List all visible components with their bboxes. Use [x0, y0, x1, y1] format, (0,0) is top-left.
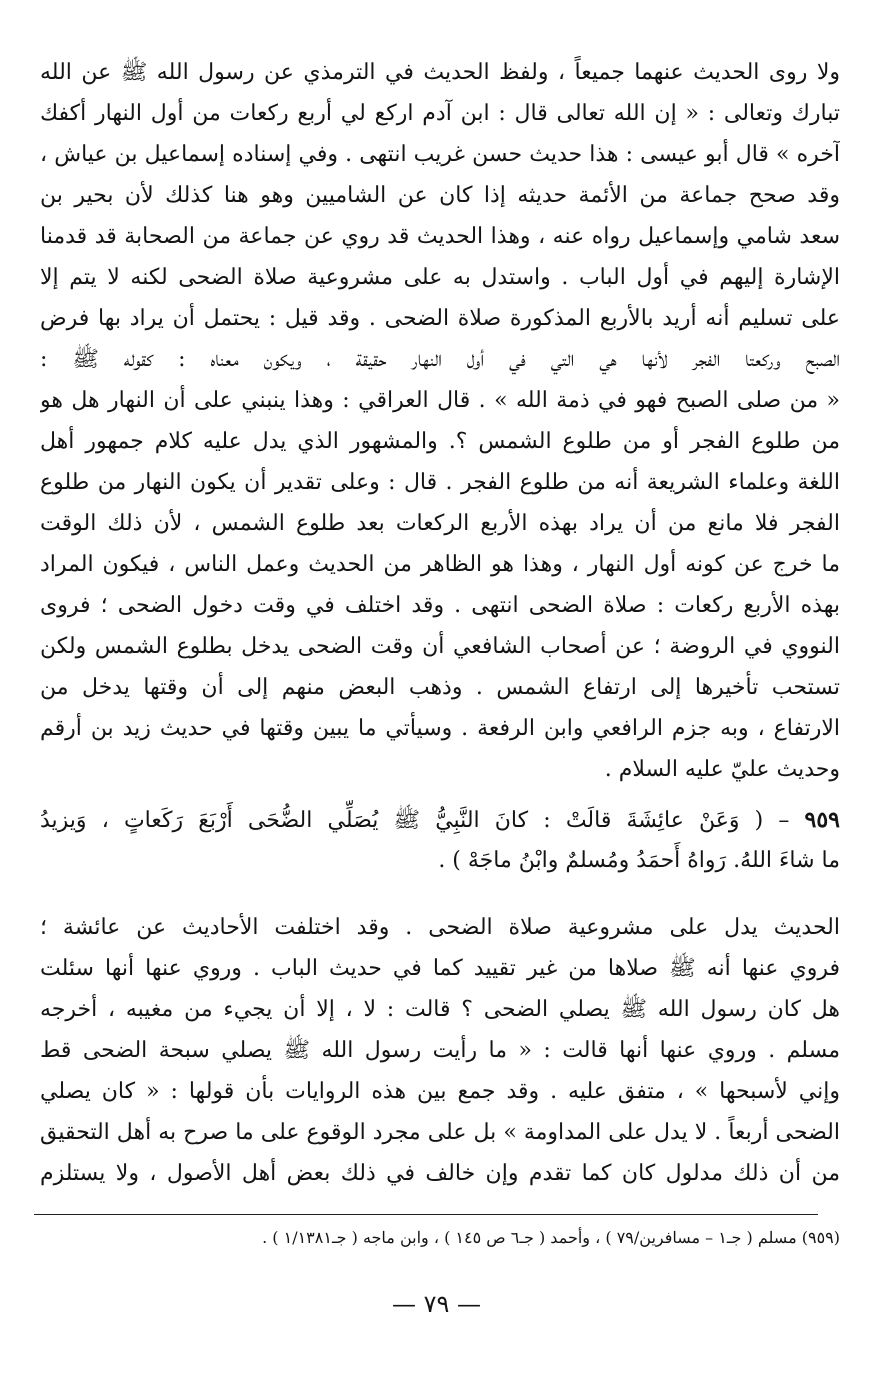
page-body [40, 52, 840, 1194]
text-line: آخره » قال أبو عيسى : هذا حديث حسن غريب انتهى . وفي إسناده إسماعيل بن عياش ، [40, 142, 840, 167]
footnote: (٩٥٩) مسلم ( جـ١ – مسافرين/٧٩ ) ، وأحمد ( جـ٦ ص ١٤٥ ) ، وابن ماجه ( جـ١/١٣٨١ ) . [262, 1228, 840, 1247]
text-line: الحديث يدل على مشروعية صلاة الضحى . وقد اختلفت الأحاديث عن عائشة ؛ [40, 915, 840, 940]
text-line: مسلم . وروي عنها أنها قالت : « ما رأيت رسول الله ﷺ يصلي سبحة الضحى قط [40, 1038, 840, 1063]
text-line: الصبح وركعتا الفجر لأنها هي التي في أول النهار حقيقة ، ويكون معناه : كقوله ﷺ : [40, 347, 840, 372]
page-number: — ٧٩ — [391, 1290, 482, 1318]
text-line: سعد شامي وإسماعيل رواه عنه ، وهذا الحديث قد روي عن جماعة من الصحابة قد قدمنا [40, 224, 840, 249]
commentary-paragraph [40, 907, 840, 1194]
text-line: وإني لأسبحها » ، متفق عليه . وقد جمع بين هذه الروايات بأن قولها : « كان يصلي [40, 1079, 840, 1104]
hadith-line-2: ما شاءَ اللهُ. رَواهُ أَحمَدُ ومُسلمٌ وابْنُ ماجَهْ ) . [438, 848, 840, 873]
hadith-text: – ( وَعَنْ عائِشَةَ قالَتْ : كانَ النَّبِيُّ ﷺ يُصَلِّي الضُّحَى أَرْبَعَ رَكَعاتٍ ، وَيزيدُ [40, 808, 790, 833]
text-line: الضحى أربعاً . لا يدل على المداومة » بل على مجرد الوقوع على ما صرح به أهل التحقيق [40, 1120, 840, 1145]
text-line: الارتفاع ، وبه جزم الرافعي وابن الرفعة . وسيأتي ما يبين وقتها في حديث زيد بن أرقم [40, 716, 840, 741]
text-line: النووي في الروضة ؛ عن أصحاب الشافعي أن وقت الضحى يدخل بطلوع الشمس ولكن [40, 634, 840, 659]
text-line: الإشارة إليهم في أول الباب . واستدل به على مشروعية صلاة الضحى لكنه لا يتم إلا [40, 265, 840, 290]
text-line: ما خرج عن كونه أول النهار ، وهذا هو الظاهر من الحديث وعمل الناس ، فيكون المراد [40, 552, 840, 577]
text-line: فروي عنها أنه ﷺ صلاها من غير تقييد كما في حديث الباب . وروي عنها أنها سئلت [40, 956, 840, 981]
text-line: وقد صحح جماعة من الأئمة حديثه إذا كان عن الشاميين وهو هنا كذلك لأن بحير بن [40, 183, 840, 208]
footnote-divider [34, 1214, 818, 1215]
text-line: من طلوع الفجر أو من طلوع الشمس ؟. والمشهور الذي يدل عليه كلام جمهور أهل [40, 429, 840, 454]
hadith-number: ٩٥٩ [804, 807, 840, 833]
text-line: الفجر فلا مانع من أن يراد بهذه الأربع الركعات بعد طلوع الشمس ، لأن ذلك الوقت [40, 511, 840, 536]
text-line: تبارك وتعالى : « إن الله تعالى قال : ابن آدم اركع لي أربع ركعات من أول النهار أكفك [40, 101, 840, 126]
hadith-block [40, 800, 840, 881]
text-line: هل كان رسول الله ﷺ يصلي الضحى ؟ قالت : لا ، إلا أن يجيء من مغيبه ، أخرجه [40, 997, 840, 1022]
text-line: ولا روى الحديث عنهما جميعاً ، ولفظ الحديث في الترمذي عن رسول الله ﷺ عن الله [40, 60, 840, 85]
text-line: اللغة وعلماء الشريعة أنه من طلوع الفجر . قال : وعلى تقدير أن يكون النهار من طلوع [40, 470, 840, 495]
text-line: من أن ذلك مدلول كان كما تقدم وإن خالف في ذلك بعض أهل الأصول ، ولا يستلزم [40, 1161, 840, 1186]
text-line: وحديث عليّ عليه السلام . [604, 757, 840, 782]
text-line: بهذه الأربع ركعات : صلاة الضحى انتهى . وقد اختلف في وقت دخول الضحى ؛ فروى [40, 593, 840, 618]
hadith-line-1 [40, 800, 840, 841]
text-line: « من صلى الصبح فهو في ذمة الله » . قال العراقي : وهذا ينبني على أن النهار هل هو [40, 388, 840, 413]
text-line: على تسليم أنه أريد بالأربع المذكورة صلاة الضحى . وقد قيل : يحتمل أن يراد بها فرض [40, 306, 840, 331]
text-line: تستحب تأخيرها إلى ارتفاع الشمس . وذهب البعض منهم إلى أن وقتها يدخل من [40, 675, 840, 700]
main-paragraph [40, 52, 840, 790]
